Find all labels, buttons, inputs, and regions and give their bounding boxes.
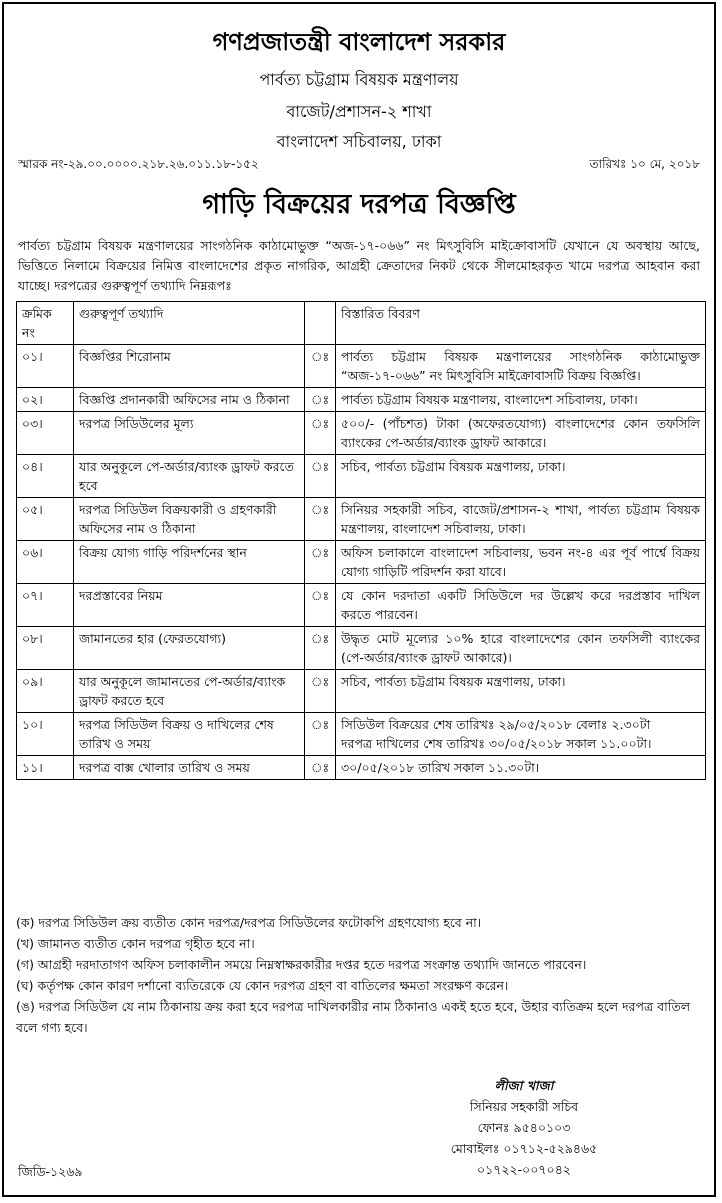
memo-number: স্মারক নং-২৯.০০.০০০০.২১৮.২৬.০১১.১৮-১৫২ (18, 157, 259, 171)
condition-item: (ঙ) দরপত্র সিডিউল যে নাম ঠিকানায় ক্রয় করা হবে দরপত্র দাখিলকারীর নাম ঠিকানাও একই হতে হবে, উহার ব্যতিক্রম হলে দরপত্র বাতিল বলে গণ্য হবে। (16, 999, 691, 1035)
signatory-name: লীজা খাজা (494, 1078, 554, 1093)
row-colon: ঃ (305, 670, 336, 713)
header-colon (305, 302, 336, 345)
table-header-row (17, 302, 706, 345)
header-detail: বিস্তারিত বিবরণ (336, 302, 706, 345)
row-detail: উদ্ধৃত মোট মূল্যের ১০% হারে বাংলাদেশের কোন তফসিলী ব্যাংকের (পে-অর্ডার/ব্যাংক ড্রাফট আকারে)। (336, 627, 706, 670)
signatory-mobile-2: ০১৭২২-০০৭০৪২ (477, 1162, 571, 1177)
signatory-phone: ফোনঃ ৯৫৪০১০৩ (477, 1120, 571, 1135)
header-serial: ক্রমিক নং (17, 302, 74, 345)
office-address: বাংলাদেশ সচিবালয়, ঢাকা (276, 132, 442, 151)
table-row (17, 584, 706, 627)
table-row (17, 455, 706, 498)
condition-item: (গ) আগ্রহী দরদাতাগণ অফিস চলাকালীন সময়ে নিম্নস্বাক্ষরকারীর দপ্তর হতে দরপত্র সংক্রান্ত তথ্যাদি জানতে পারবেন। (16, 957, 587, 972)
tender-info-table (16, 301, 706, 780)
row-detail: পার্বত্য চট্টগ্রাম বিষয়ক মন্ত্রণালয়, বাংলাদেশ সচিবালয়, ঢাকা। (336, 388, 706, 412)
row-detail: সিনিয়র সহকারী সচিব, বাজেট/প্রশাসন-২ শাখা, পার্বত্য চট্টগ্রাম বিষয়ক মন্ত্রণালয়, বাংলাদেশ সচিবালয়, ঢাকা। (336, 498, 706, 541)
row-detail: অফিস চলাকালে বাংলাদেশ সচিবালয়, ভবন নং-৪ এর পূর্ব পার্শ্বে বিক্রয় যোগ্য গাড়িটি পরিদর্শন করা যাবে। (336, 541, 706, 584)
row-serial: ০৯। (17, 670, 74, 713)
header-item: গুরুত্বপূর্ণ তথ্যাদি (74, 302, 305, 345)
row-colon: ঃ (305, 388, 336, 412)
table-row (17, 756, 706, 780)
row-item: জামানতের হার (ফেরতযোগ্য) (74, 627, 305, 670)
row-serial: ০৭। (17, 584, 74, 627)
row-detail (336, 713, 706, 756)
row-item: বিজ্ঞপ্তির শিরোনাম (74, 345, 305, 388)
row-detail: যে কোন দরদাতা একটি সিডিউলে দর উল্লেখ করে দরপ্রস্তাব দাখিল করতে পারবেন। (336, 584, 706, 627)
table-row (17, 541, 706, 584)
row-detail: সচিব, পার্বত্য চট্টগ্রাম বিষয়ক মন্ত্রণালয়, ঢাকা। (336, 455, 706, 498)
row-serial: ০৫। (17, 498, 74, 541)
row-serial: ০২। (17, 388, 74, 412)
row-serial: ০৪। (17, 455, 74, 498)
row-colon: ঃ (305, 756, 336, 780)
table-row (17, 345, 706, 388)
row-detail: পার্বত্য চট্টগ্রাম বিষয়ক মন্ত্রণালয়ের সাংগঠনিক কাঠামোভুক্ত “অজ-১৭-০৬৬” নং মিৎসুবিসি মাইক্রোবাসটি বিক্রয় বিজ্ঞপ্তি। (336, 345, 706, 388)
row-serial: ০৬। (17, 541, 74, 584)
row-colon: ঃ (305, 412, 336, 455)
tender-submission-deadline: দরপত্র দাখিলের শেষ তারিখঃ ৩০/০৫/২০১৮ সকাল ১১.০০টা। (341, 736, 652, 751)
row-detail: ৫০০/- (পাঁচশত) টাকা (অফেরতযোগ্য) বাংলাদেশের কোন তফসিলি ব্যাংকের পে-অর্ডার/ব্যাংক ড্রাফট আকারে। (336, 412, 706, 455)
signatory-mobile: মোবাইলঃ ০১৭১২-৫২৯৪৬৫ (450, 1141, 598, 1156)
row-colon: ঃ (305, 455, 336, 498)
row-item: দরপত্র সিডিউল বিক্রয়কারী ও গ্রহণকারী অফিসের নাম ও ঠিকানা (74, 498, 305, 541)
condition-item: (খ) জামানত ব্যতীত কোন দরপত্র গৃহীত হবে না। (16, 936, 255, 951)
row-detail: সচিব, পার্বত্য চট্টগ্রাম বিষয়ক মন্ত্রণালয়, ঢাকা। (336, 670, 706, 713)
row-detail: ৩০/০৫/২০১৮ তারিখ সকাল ১১.৩০টা। (336, 756, 706, 780)
condition-item: (ক) দরপত্র সিডিউল ক্রয় ব্যতীত কোন দরপত্র/দরপত্র সিডিউলের ফটোকপি গ্রহণযোগ্য হবে না। (16, 915, 482, 930)
row-colon: ঃ (305, 345, 336, 388)
ministry-name: পার্বত্য চট্টগ্রাম বিষয়ক মন্ত্রণালয় (259, 70, 459, 89)
table-row (17, 412, 706, 455)
row-item: দরপত্র সিডিউল বিক্রয় ও দাখিলের শেষ তারিখ ও সময় (74, 713, 305, 756)
row-colon: ঃ (305, 541, 336, 584)
conditions-list (16, 912, 706, 1038)
row-item: যার অনুকূলে জামানতের পে-অর্ডার/ব্যাংক ড্রাফট করতে হবে (74, 670, 305, 713)
row-item: বিক্রয় যোগ্য গাড়ি পরিদর্শনের স্থান (74, 541, 305, 584)
row-item: দরপত্র সিডিউলের মূল্য (74, 412, 305, 455)
notice-page (2, 2, 716, 1197)
notice-date: তারিখঃ ১০ মে, ২০১৮ (589, 157, 700, 171)
row-colon: ঃ (305, 584, 336, 627)
row-serial: ০৩। (17, 412, 74, 455)
table-row (17, 670, 706, 713)
branch-name: বাজেট/প্রশাসন-২ শাখা (286, 102, 432, 121)
gd-number: জিডি-১২৬৯ (18, 1164, 83, 1179)
row-colon: ঃ (305, 498, 336, 541)
table-row (17, 627, 706, 670)
schedule-sale-deadline: সিডিউল বিক্রয়ের শেষ তারিখঃ ২৯/০৫/২০১৮ বেলাঃ ২.৩০টা (341, 717, 651, 732)
signatory-designation: সিনিয়র সহকারী সচিব (469, 1099, 579, 1114)
row-item: দরপ্রস্তাবের নিয়ম (74, 584, 305, 627)
row-item: দরপত্র বাক্স খোলার তারিখ ও সময় (74, 756, 305, 780)
row-serial: ০১। (17, 345, 74, 388)
table-row (17, 388, 706, 412)
row-item: যার অনুকূলে পে-অর্ডার/ব্যাংক ড্রাফট করতে হবে (74, 455, 305, 498)
row-serial: ১০। (17, 713, 74, 756)
condition-item: (ঘ) কর্তৃপক্ষ কোন কারণ দর্শানো ব্যতিরেকে যে কোন দরপত্র গ্রহণ বা বাতিলের ক্ষমতা সংরক্ষণ করেন। (16, 978, 509, 993)
table-row (17, 498, 706, 541)
table-row (17, 713, 706, 756)
row-colon: ঃ (305, 713, 336, 756)
signature-block (424, 1075, 624, 1180)
row-serial: ১১। (17, 756, 74, 780)
row-colon: ঃ (305, 627, 336, 670)
govt-title: গণপ্রজাতন্ত্রী বাংলাদেশ সরকার (212, 28, 506, 56)
intro-paragraph: পার্বত্য চট্টগ্রাম বিষয়ক মন্ত্রণালয়ের সাংগঠনিক কাঠামোভুক্ত “অজ-১৭-০৬৬” নং মিৎসুবিসি মাইক্রোবাসটি যেখানে যে অবস্থায় আছে, ভিত্তিতে নিলামে বিক্রয়ের নিমিত্ত বাংলাদেশের প্রকৃত নাগরিক, আগ্রহী ক্রেতাদের নিকট থেকে সীলমোহরকৃত খামে দরপত্র আহবান করা যাচ্ছে। দরপত্রের গুরুত্বপূর্ণ তথ্যাদি নিম্নরূপঃ (18, 238, 700, 293)
row-serial: ০৮। (17, 627, 74, 670)
row-item: বিজ্ঞপ্তি প্রদানকারী অফিসের নাম ও ঠিকানা (74, 388, 305, 412)
notice-title: গাড়ি বিক্রয়ের দরপত্র বিজ্ঞপ্তি (202, 189, 516, 220)
